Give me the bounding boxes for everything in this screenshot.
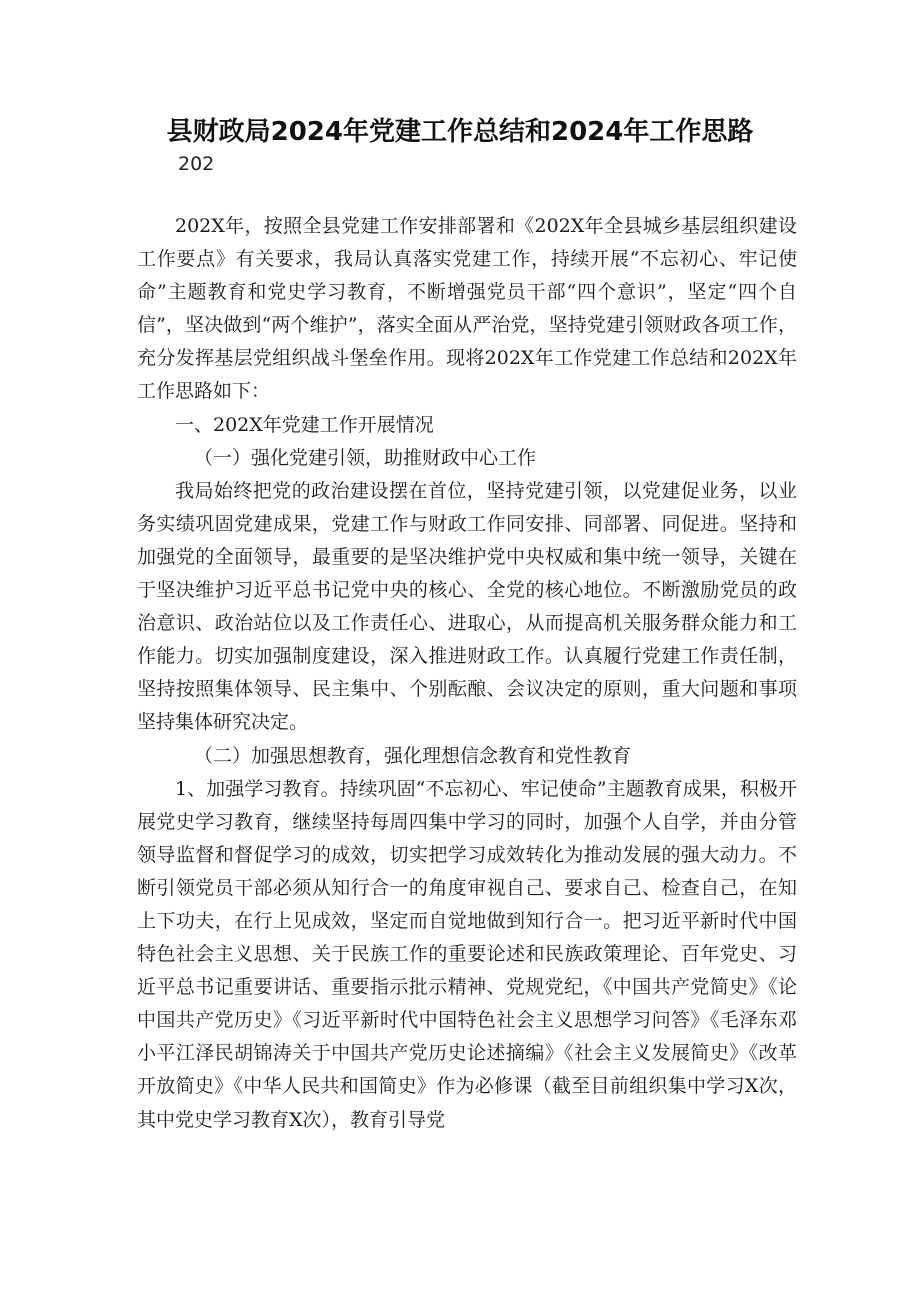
subsection-heading: （一）强化党建引领，助推财政中心工作 bbox=[194, 446, 537, 469]
document-subtitle: 202 bbox=[178, 153, 215, 175]
body-paragraph: 我局始终把党的政治建设摆在首位，坚持党建引领，以党建促业务，以业务实绩巩固党建成果，党建工作与财政工作同安排、同部署、同促进。坚持和加强党的全面领导，最重要的是坚决维护党中央权威和集中统一领导，关键在于坚决维护习近平总书记党中央的核心、全党的核心地位。不断激励党员的政治意识、政治站位以及工作责任心、进取心，从而提高机关服务群众能力和工作能力。切实加强制度建设，深入推进财政工作。认真履行党建工作责任制，坚持按照集体领导、民主集中、个别酝酿、会议决定的原则，重大问题和事项坚持集体研究决定。 bbox=[137, 479, 797, 734]
document-body bbox=[137, 210, 797, 1137]
intro-paragraph: 202X年，按照全县党建工作安排部署和《202X年全县城乡基层组织建设工作要点》有关要求，我局认真落实党建工作，持续开展“不忘初心、牢记使命”主题教育和党史学习教育，不断增强党员干部“四个意识”，坚定“四个自信”，坚决做到“两个维护”，落实全面从严治党，坚持党建引领财政各项工作，充分发挥基层党组织战斗堡垒作用。现将202X年工作党建工作总结和202X年工作思路如下： bbox=[137, 215, 797, 403]
subsection-heading: （二）加强思想教育，强化理想信念教育和党性教育 bbox=[194, 744, 632, 767]
body-paragraph: 1、加强学习教育。持续巩固“不忘初心、牢记使命”主题教育成果，积极开展党史学习教育，继续坚持每周四集中学习的同时，加强个人自学，并由分管领导监督和督促学习的成效，切实把学习成效转化为推动发展的强大动力。不断引领党员干部必须从知行合一的角度审视自己、要求自己、检查自己，在知上下功夫，在行上见成效，坚定而自觉地做到知行合一。把习近平新时代中国特色社会主义思想、关于民族工作的重要论述和民族政策理论、百年党史、习近平总书记重要讲话、重要指示批示精神、党规党纪，《中国共产党简史》《论中国共产党历史》《习近平新时代中国特色社会主义思想学习问答》《毛泽东邓小平江泽民胡锦涛关于中国共产党历史论述摘编》《社会主义发展简史》《改革开放简史》《中华人民共和国简史》作为必修课（截至目前组织集中学习X次，其中党史学习教育X次），教育引导党 bbox=[137, 777, 797, 1131]
document-title: 县财政局2024年党建工作总结和2024年工作思路 bbox=[166, 117, 754, 147]
section-heading: 一、202X年党建工作开展情况 bbox=[175, 413, 434, 436]
